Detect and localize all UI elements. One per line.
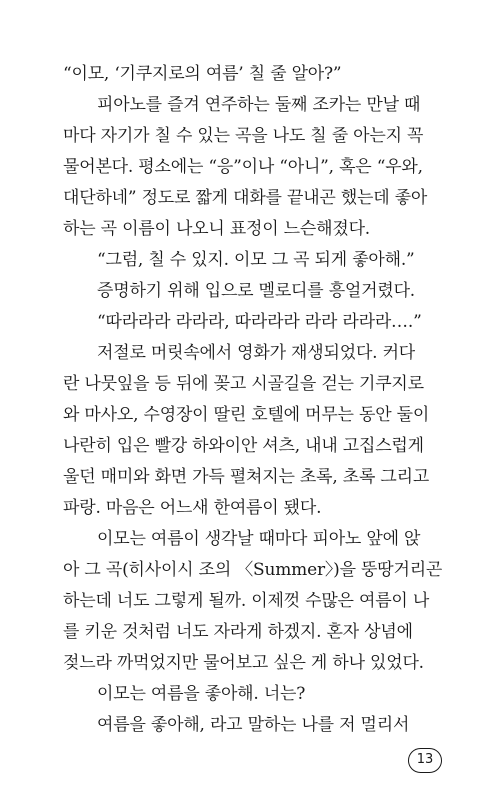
text-line: 하는 곡 이름이 나오니 표정이 느슨해졌다. xyxy=(63,219,370,239)
text-line: 울던 매미와 화면 가득 펼쳐지는 초록, 초록 그리고 xyxy=(63,467,430,487)
text-line: 를 키운 것처럼 너도 자라게 하겠지. 혼자 상념에 xyxy=(63,622,413,642)
text-line: 증명하기 위해 입으로 멜로디를 흥얼거렸다. xyxy=(97,281,416,301)
text-line: “이모, ‘기쿠지로의 여름’ 칠 줄 알아?” xyxy=(63,64,342,84)
text-line: 파랑. 마음은 어느새 한여름이 됐다. xyxy=(63,498,322,518)
text-line: 란 나뭇잎을 등 뒤에 꽂고 시골길을 걷는 기쿠지로 xyxy=(63,374,424,394)
text-line: 마다 자기가 칠 수 있는 곡을 나도 칠 줄 아는지 꼭 xyxy=(63,126,424,146)
text-line: 아 그 곡(히사이시 조의 〈Summer〉)을 뚱땅거리곤 xyxy=(63,560,443,580)
text-line: 와 마사오, 수영장이 딸린 호텔에 머무는 동안 둘이 xyxy=(63,405,430,425)
text-line: 이모는 여름을 좋아해. 너는? xyxy=(97,684,306,704)
body-text xyxy=(63,59,443,741)
text-line: 물어본다. 평소에는 “응”이나 “아니”, 혹은 “우와, xyxy=(63,157,423,177)
text-line: 하는데 너도 그렇게 될까. 이제껏 수많은 여름이 나 xyxy=(63,591,430,611)
text-line: “따라라라 라라라, 따라라라 라라 라라라….” xyxy=(97,312,422,332)
text-line: 여름을 좋아해, 라고 말하는 나를 저 멀리서 xyxy=(97,715,410,735)
text-line: 젖느라 까먹었지만 물어보고 싶은 게 하나 있었다. xyxy=(63,653,424,673)
text-line: 대단하네” 정도로 짧게 대화를 끝내곤 했는데 좋아 xyxy=(63,188,428,208)
text-line: 피아노를 즐겨 연주하는 둘째 조카는 만날 때 xyxy=(97,95,421,115)
page-number-badge: 13 xyxy=(408,748,442,773)
text-line: 나란히 입은 빨강 하와이안 셔츠, 내내 고집스럽게 xyxy=(63,436,424,456)
text-line: 이모는 여름이 생각날 때마다 피아노 앞에 앉 xyxy=(97,529,421,549)
text-line: “그럼, 칠 수 있지. 이모 그 곡 되게 좋아해.” xyxy=(97,250,415,270)
text-line: 저절로 머릿속에서 영화가 재생되었다. 커다 xyxy=(97,343,416,363)
